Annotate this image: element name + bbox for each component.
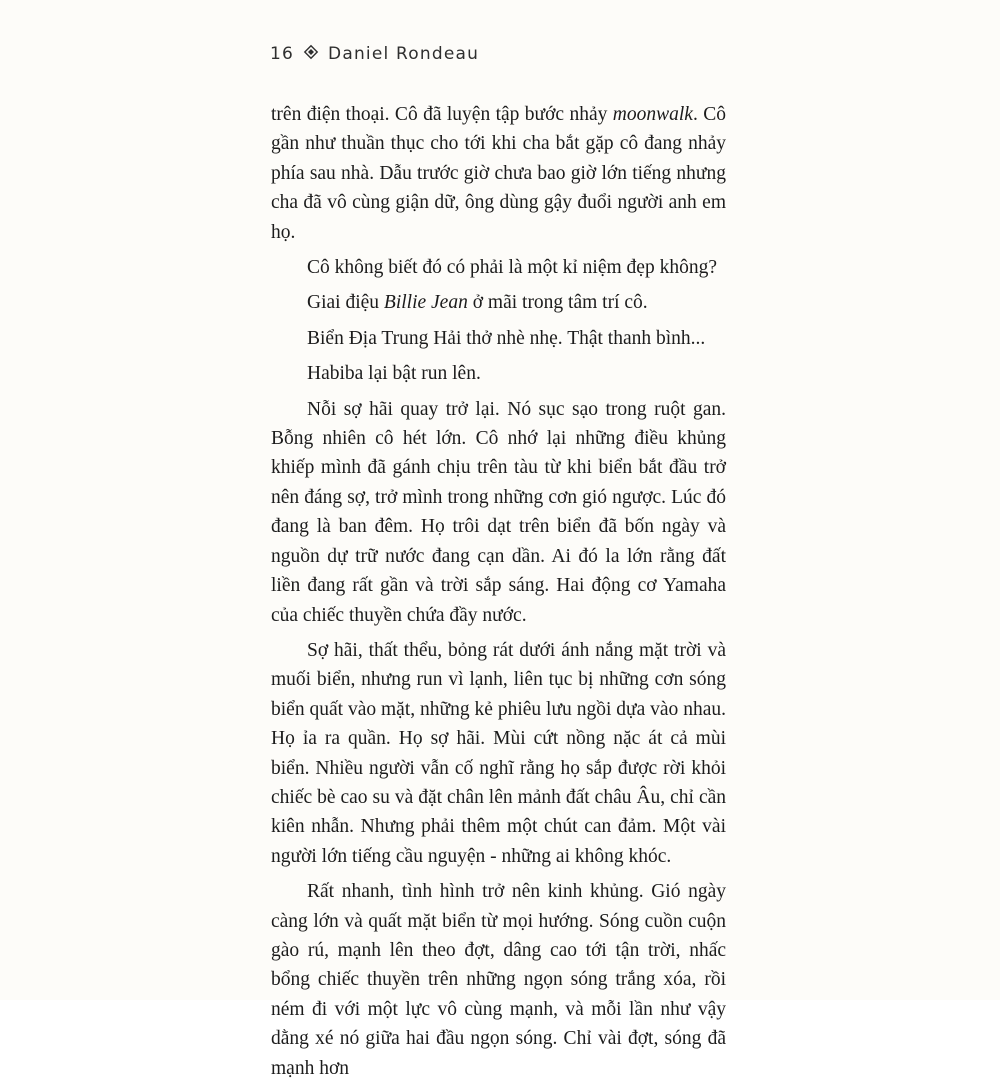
- paragraph-5: Habiba lại bật run lên.: [307, 363, 481, 385]
- diamond-ornament-icon: [304, 45, 318, 63]
- italic-term: moonwalk: [612, 104, 693, 125]
- author-name: Daniel Rondeau: [328, 44, 480, 64]
- paragraph-1: trên điện thoại. Cô đã luyện tập bước nhảy moonwalk. Cô gần như thuần thục cho tới khi cha bắt gặp cô đang nhảy phía sau nhà. Dẫu trước giờ chưa bao giờ lớn tiếng nhưng cha đã vô cùng giận dữ, ông dùng gậy đuổi người anh em họ.: [271, 104, 726, 243]
- paragraph-3: Giai điệu Billie Jean ở mãi trong tâm trí cô.: [307, 292, 648, 314]
- paragraph-4: Biển Địa Trung Hải thở nhè nhẹ. Thật thanh bình...: [307, 327, 706, 349]
- paragraph-2: Cô không biết đó có phải là một kỉ niệm đẹp không?: [307, 257, 717, 279]
- italic-song-title: Billie Jean: [383, 292, 468, 314]
- paragraph-6: Nỗi sợ hãi quay trở lại. Nó sục sạo trong ruột gan. Bỗng nhiên cô hét lớn. Cô nhớ lại những điều khủng khiếp mình đã gánh chịu trên tàu từ khi biển bắt đầu trở nên đáng sợ, trở mình trong những cơn gió ngược. Lúc đó đang là ban đêm. Họ trôi dạt trên biển đã bốn ngày và nguồn dự trữ nước đang cạn dần. Ai đó la lớn rằng đất liền đang rất gần và trời sắp sáng. Hai động cơ Yamaha của chiếc thuyền chứa đầy nước.: [271, 398, 726, 626]
- running-header: [270, 44, 479, 64]
- paragraph-8: Rất nhanh, tình hình trở nên kinh khủng. Gió ngày càng lớn và quất mặt biển từ mọi hướng. Sóng cuồn cuộn gào rú, mạnh lên theo đợt, dâng cao tới tận trời, nhấc bổng chiếc thuyền trên những ngọn sóng trắng xóa, rồi ném đi với một lực vô cùng mạnh, và mỗi lần như vậy dằng xé nó giữa hai đầu ngọn sóng. Chỉ vài đợt, sóng đã mạnh hơn: [271, 881, 726, 1079]
- paragraph-7: Sợ hãi, thất thểu, bỏng rát dưới ánh nắng mặt trời và muối biển, nhưng run vì lạnh, liên tục bị những cơn sóng biển quất vào mặt, những kẻ phiêu lưu ngồi dựa vào nhau. Họ ỉa ra quần. Họ sợ hãi. Mùi cứt nồng nặc át cả mùi biển. Nhiều người vẫn cố nghĩ rằng họ sắp được rời khỏi chiếc bè cao su và đặt chân lên mảnh đất châu Âu, chỉ cần kiên nhẫn. Nhưng phải thêm một chút can đảm. Một vài người lớn tiếng cầu nguyện - những ai không khóc.: [271, 639, 726, 867]
- body-text: [271, 100, 726, 1089]
- page-number: 16: [270, 44, 295, 64]
